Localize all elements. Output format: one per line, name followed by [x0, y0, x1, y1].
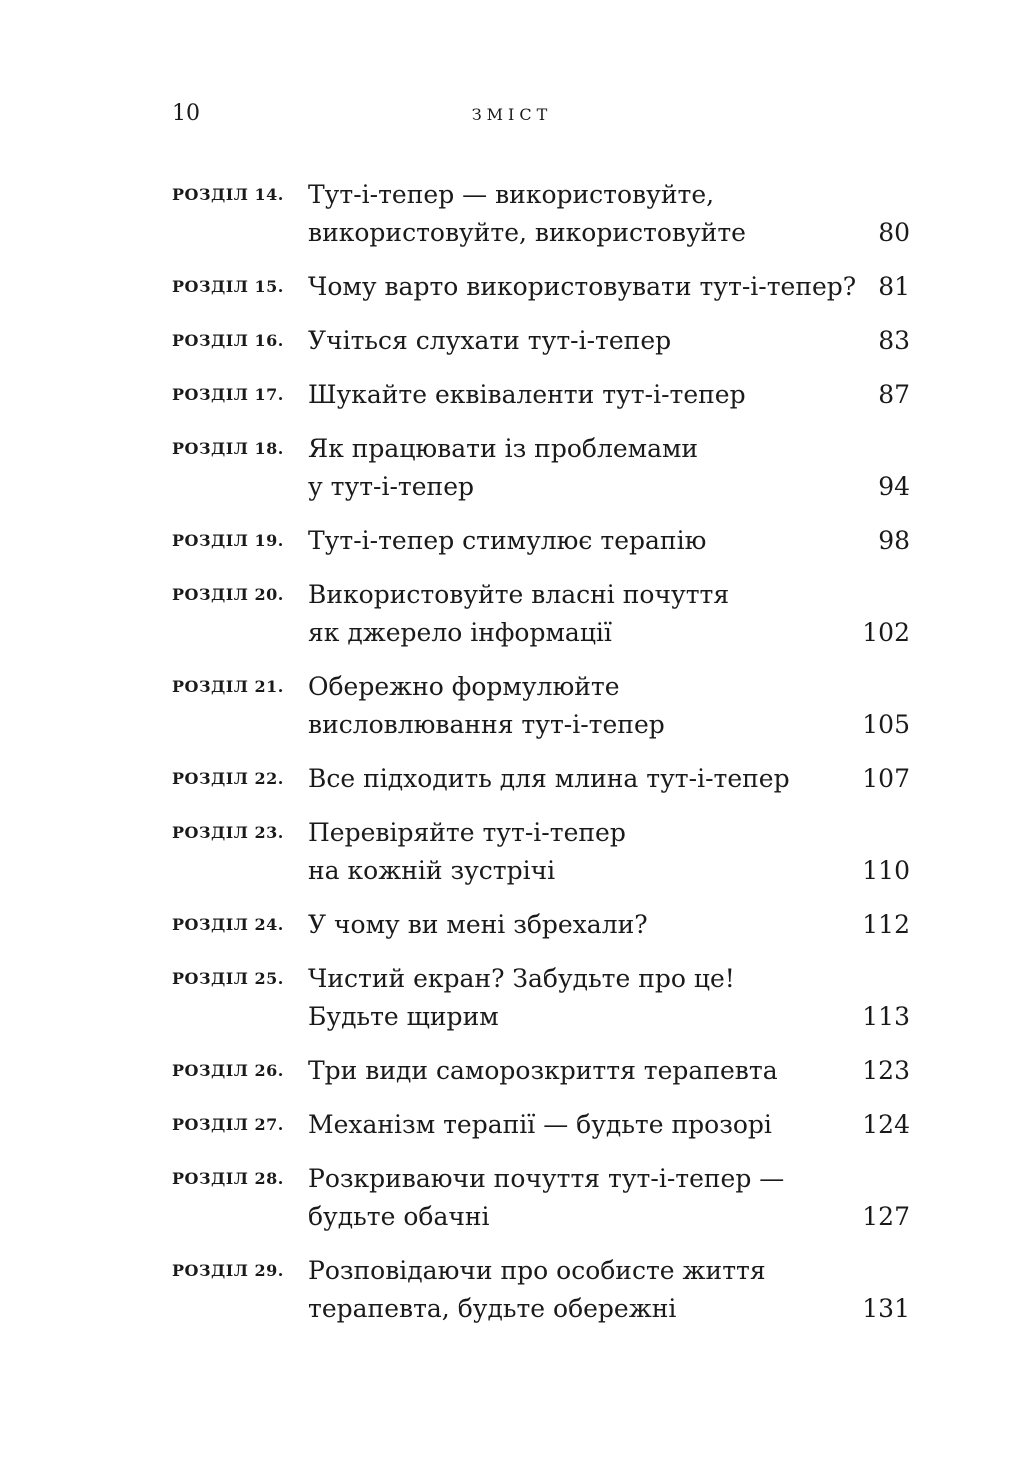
toc-entry: [172, 1052, 910, 1090]
toc-entry: [172, 1160, 910, 1236]
chapter-title-line: У чому ви мені збрехали?: [308, 910, 648, 939]
chapter-title-line: Тут-і-тепер — використовуйте,: [308, 180, 715, 209]
chapter-title-last-line: [308, 1052, 910, 1090]
chapter-title: [308, 576, 910, 652]
chapter-label: РОЗДІЛ 18.: [172, 439, 284, 458]
chapter-label: РОЗДІЛ 28.: [172, 1169, 284, 1188]
chapter-label: РОЗДІЛ 27.: [172, 1115, 284, 1134]
chapter-title-line: Шукайте еквіваленти тут-і-тепер: [308, 380, 746, 409]
chapter-title-line: будьте обачні: [308, 1202, 490, 1231]
chapter-title-line: Будьте щирим: [308, 1002, 499, 1031]
chapter-title: [308, 1106, 910, 1144]
chapter-title-line: Перевіряйте тут-і-тепер: [308, 818, 626, 847]
chapter-title-line: на кожній зустрічі: [308, 856, 556, 885]
table-of-contents: [172, 176, 910, 1344]
toc-entry: [172, 1252, 910, 1328]
chapter-title-line: висловлювання тут-і-тепер: [308, 710, 665, 739]
chapter-title-last-line: [308, 906, 910, 944]
page-reference: 80: [878, 218, 910, 247]
toc-entry: [172, 906, 910, 944]
page-reference: 107: [862, 764, 910, 793]
toc-entry: [172, 814, 910, 890]
chapter-title-last-line: [308, 268, 910, 306]
chapter-title-line: Використовуйте власні почуття: [308, 580, 730, 609]
chapter-title-line: Тут-і-тепер стимулює терапію: [308, 526, 707, 555]
page-reference: 83: [878, 326, 910, 355]
chapter-title-line: Чому варто використовувати тут-і-тепер?: [308, 272, 857, 301]
chapter-label: РОЗДІЛ 14.: [172, 185, 284, 204]
chapter-title-last-line: [308, 522, 910, 560]
toc-entry: [172, 430, 910, 506]
page-number: 10: [172, 101, 200, 126]
chapter-title-last-line: [308, 376, 910, 414]
chapter-title-last-line: [308, 706, 910, 744]
page-reference: 81: [878, 272, 910, 301]
chapter-title-last-line: [308, 852, 910, 890]
chapter-label: РОЗДІЛ 23.: [172, 823, 284, 842]
chapter-title-last-line: [308, 1106, 910, 1144]
page-reference: 87: [878, 380, 910, 409]
page-reference: 113: [862, 1002, 910, 1031]
toc-entry: [172, 322, 910, 360]
chapter-title: [308, 1252, 910, 1328]
chapter-title-last-line: [308, 1290, 910, 1328]
chapter-title: [308, 376, 910, 414]
chapter-title-last-line: [308, 214, 910, 252]
page-reference: 127: [862, 1202, 910, 1231]
toc-entry: [172, 1106, 910, 1144]
chapter-title: [308, 322, 910, 360]
chapter-title-last-line: [308, 760, 910, 798]
chapter-title-line: як джерело інформації: [308, 618, 612, 647]
chapter-title: [308, 814, 910, 890]
chapter-title: [308, 176, 910, 252]
page-reference: 94: [878, 472, 910, 501]
chapter-title-line: у тут-і-тепер: [308, 472, 475, 501]
running-title: ЗМІСТ: [471, 105, 553, 124]
chapter-label: РОЗДІЛ 29.: [172, 1261, 284, 1280]
chapter-label: РОЗДІЛ 25.: [172, 969, 284, 988]
chapter-title-line: Розкриваючи почуття тут-і-тепер —: [308, 1164, 785, 1193]
page-reference: 105: [862, 710, 910, 739]
chapter-title: [308, 668, 910, 744]
chapter-label: РОЗДІЛ 22.: [172, 769, 284, 788]
chapter-title-line: Розповідаючи про особисте життя: [308, 1256, 766, 1285]
page-reference: 124: [862, 1110, 910, 1139]
chapter-title-last-line: [308, 322, 910, 360]
chapter-title-line: Механізм терапії — будьте прозорі: [308, 1110, 772, 1139]
page-reference: 102: [862, 618, 910, 647]
chapter-title: [308, 268, 910, 306]
toc-entry: [172, 760, 910, 798]
page-reference: 110: [862, 856, 910, 885]
page-reference: 131: [862, 1294, 910, 1323]
chapter-title: [308, 522, 910, 560]
chapter-label: РОЗДІЛ 16.: [172, 331, 284, 350]
chapter-label: РОЗДІЛ 21.: [172, 677, 284, 696]
page-reference: 123: [862, 1056, 910, 1085]
chapter-label: РОЗДІЛ 19.: [172, 531, 284, 550]
page-reference: 112: [862, 910, 910, 939]
chapter-label: РОЗДІЛ 17.: [172, 385, 284, 404]
chapter-title-last-line: [308, 468, 910, 506]
chapter-title-line: Три види саморозкриття терапевта: [308, 1056, 778, 1085]
chapter-title-line: використовуйте, використовуйте: [308, 218, 746, 247]
chapter-title-line: Чистий екран? Забудьте про це!: [308, 964, 735, 993]
toc-entry: [172, 176, 910, 252]
chapter-title-last-line: [308, 998, 910, 1036]
chapter-title-line: Обережно формулюйте: [308, 672, 620, 701]
toc-entry: [172, 960, 910, 1036]
chapter-label: РОЗДІЛ 26.: [172, 1061, 284, 1080]
chapter-title: [308, 1052, 910, 1090]
chapter-title: [308, 960, 910, 1036]
toc-entry: [172, 268, 910, 306]
toc-entry: [172, 576, 910, 652]
chapter-title-line: терапевта, будьте обережні: [308, 1294, 677, 1323]
chapter-label: РОЗДІЛ 24.: [172, 915, 284, 934]
chapter-title: [308, 430, 910, 506]
chapter-title-line: Все підходить для млина тут-і-тепер: [308, 764, 790, 793]
chapter-title: [308, 906, 910, 944]
chapter-title: [308, 1160, 910, 1236]
chapter-title: [308, 760, 910, 798]
toc-entry: [172, 522, 910, 560]
chapter-title-line: Як працювати із проблемами: [308, 434, 699, 463]
toc-entry: [172, 668, 910, 744]
chapter-title-line: Учіться слухати тут-і-тепер: [308, 326, 672, 355]
chapter-label: РОЗДІЛ 20.: [172, 585, 284, 604]
page-reference: 98: [878, 526, 910, 555]
chapter-title-last-line: [308, 614, 910, 652]
toc-entry: [172, 376, 910, 414]
chapter-label: РОЗДІЛ 15.: [172, 277, 284, 296]
chapter-title-last-line: [308, 1198, 910, 1236]
